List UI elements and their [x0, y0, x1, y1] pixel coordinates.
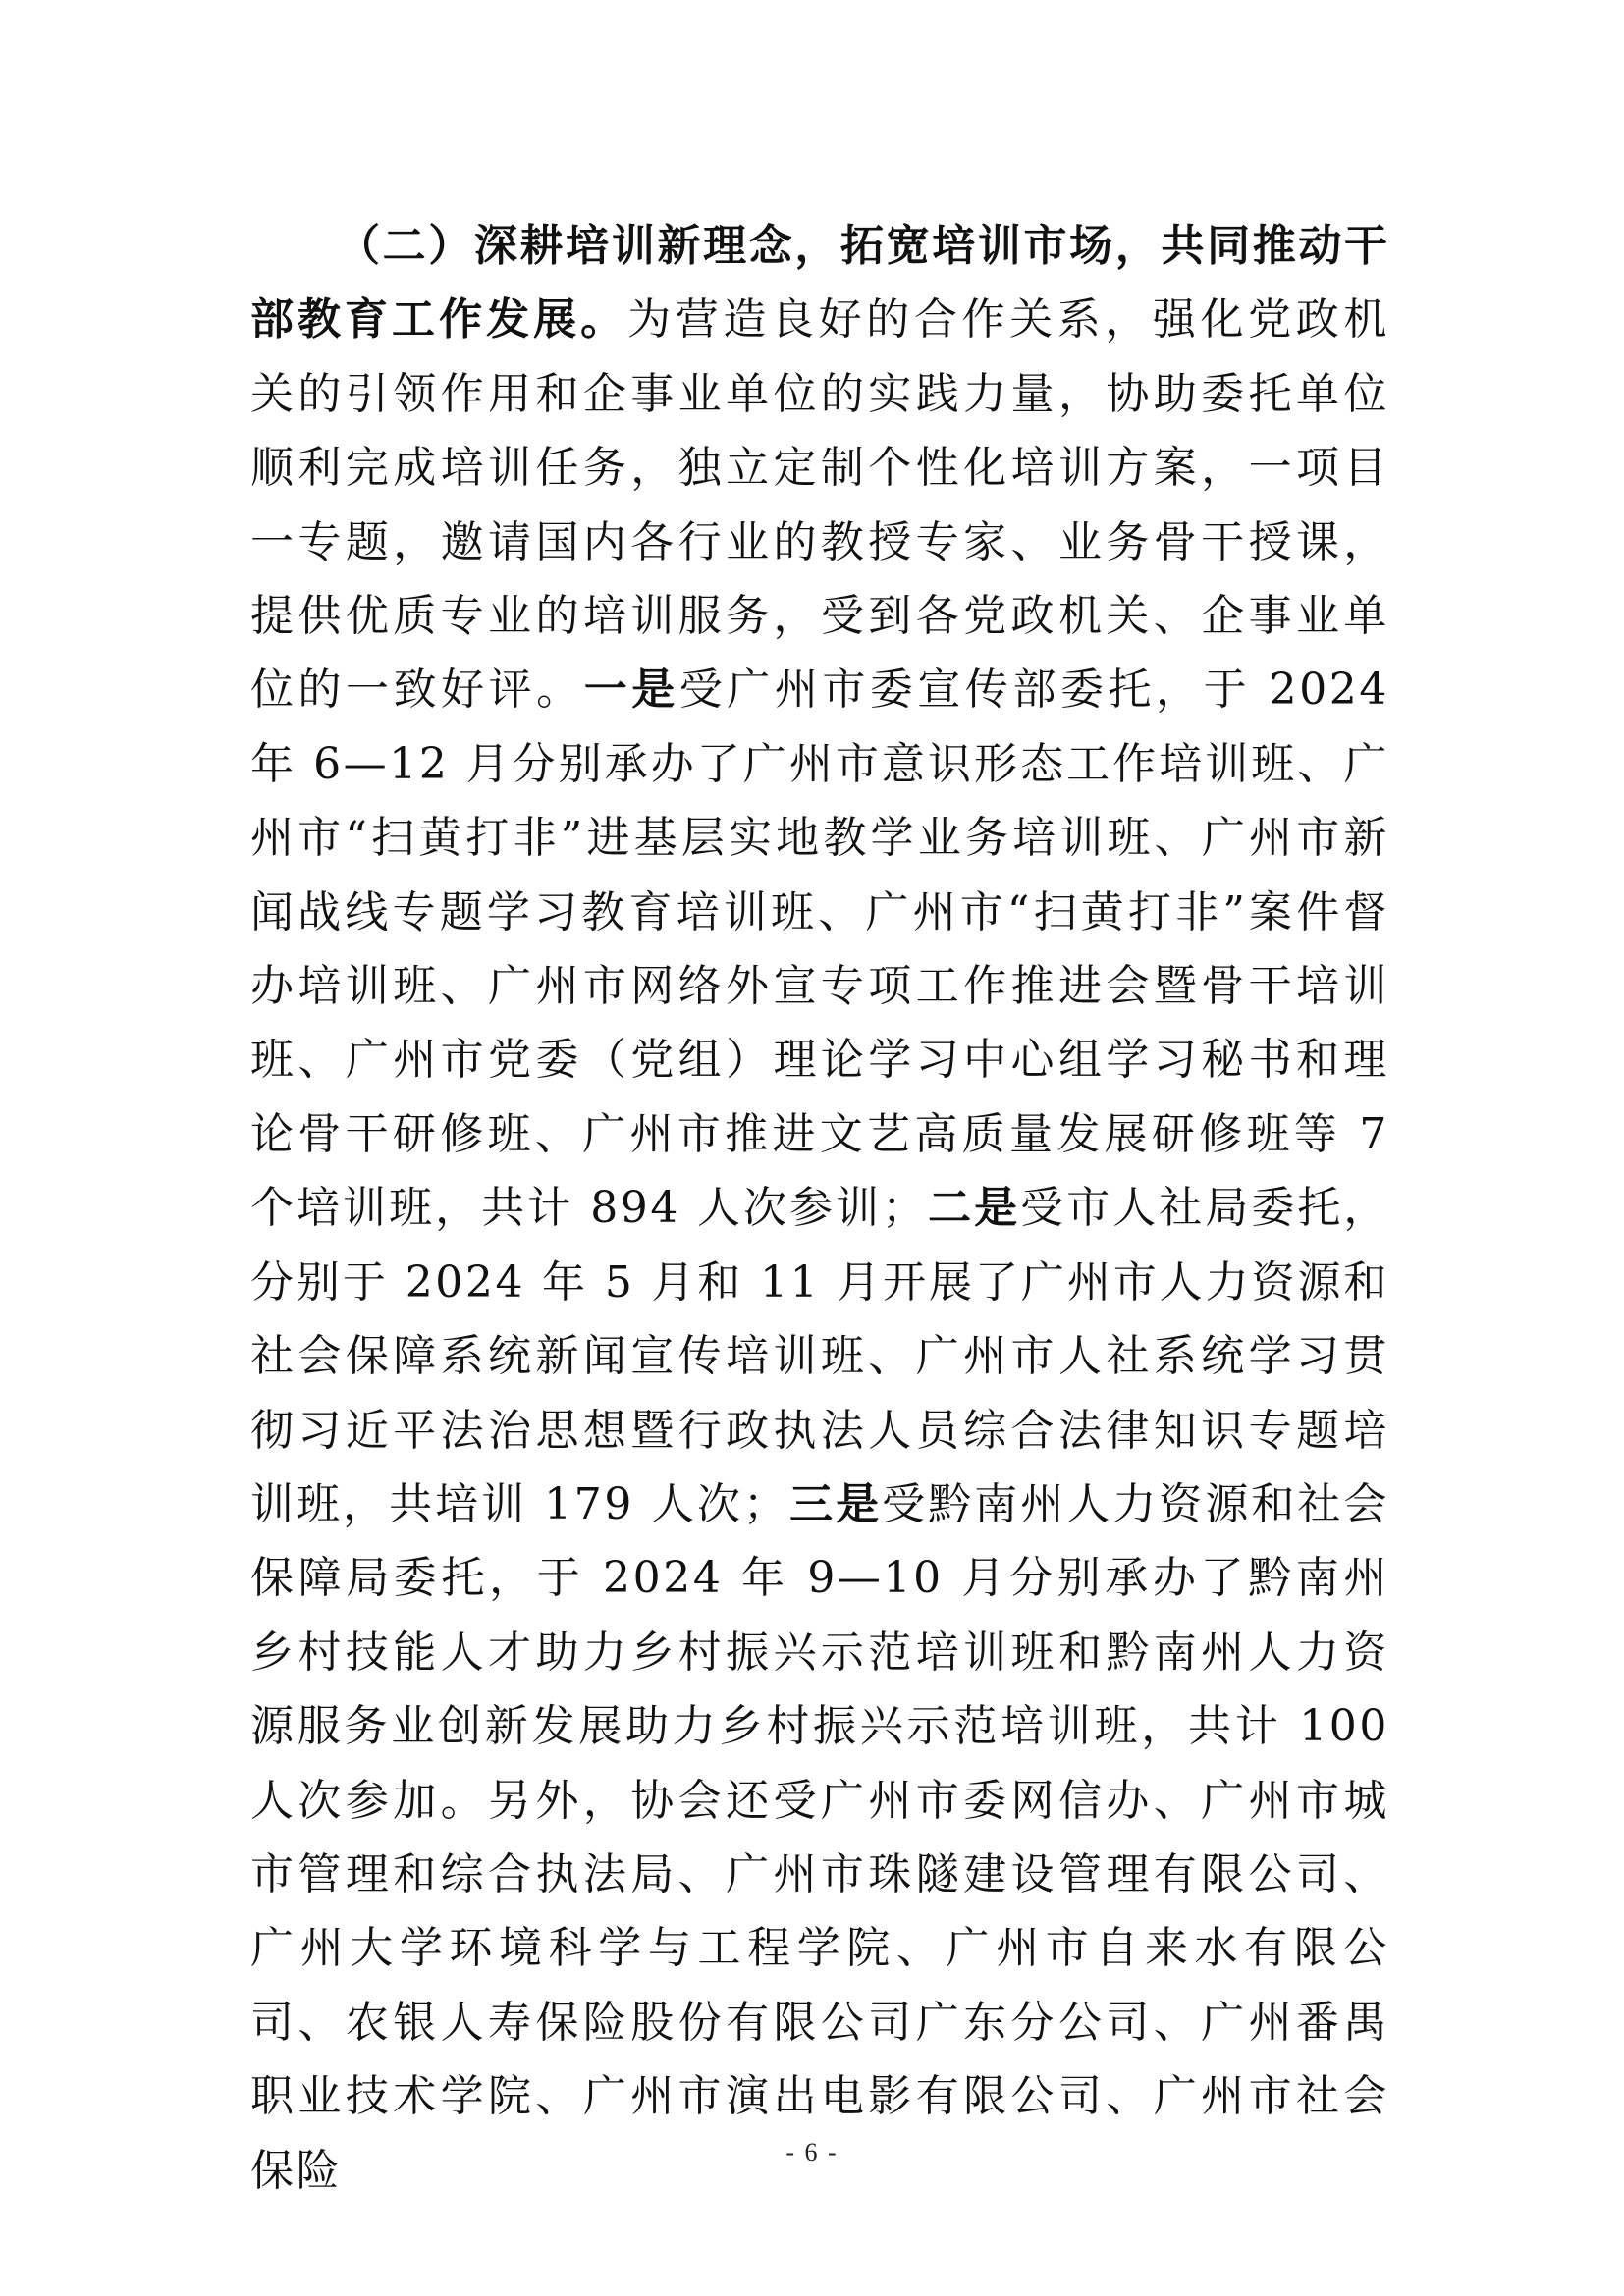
section-heading: （二）深耕培训新理念，拓宽培训市场，共同推动干部教育工作发展。	[250, 221, 1389, 346]
paragraph	[250, 209, 1389, 2208]
item-text-1: 受广州市委宣传部委托，于 2024 年 6—12 月分别承办了广州市意识形态工作培训班、广州市“扫黄打非”进基层实地教学业务培训班、广州市新闻战线专题学习教育培训班、广州市“扫黄打非”案件督办培训班、广州市网络外宣专项工作推进会暨骨干培训班、广州市党委（党组）理论学习中心组学习秘书和理论骨干研修班、广州市推进文艺高质量发展研修班等 7 个培训班，共计 894 人次参训；	[250, 665, 1389, 1234]
page-number: - 6 -	[785, 2138, 839, 2166]
item-text-3: 受黔南州人力资源和社会保障局委托，于 2024 年 9—10 月分别承办了黔南州乡村技能人才助力乡村振兴示范培训班和黔南州人力资源服务业创新发展助力乡村振兴示范培训班，共计 100 人次参加。	[250, 1478, 1389, 1826]
intro-text: 为营造良好的合作关系，强化党政机关的引领作用和企事业单位的实践力量，协助委托单位顺利完成培训任务，独立定制个性化培训方案，一项目一专题，邀请国内各行业的教授专家、业务骨干授课，提供优质专业的培训服务，受到各党政机关、企事业单位的一致好评。	[250, 294, 1389, 716]
item-lead-3: 三是	[788, 1478, 883, 1529]
item-text-2: 受市人社局委托，分别于 2024 年 5 月和 11 月开展了广州市人力资源和社会保障系统新闻宣传培训班、广州市人社系统学习贯彻习近平法治思想暨行政执法人员综合法律知识专题培训班，共培训 179 人次；	[250, 1183, 1389, 1529]
document-body	[250, 209, 1389, 2208]
item-lead-2: 二是	[927, 1183, 1021, 1234]
item-lead-1: 一是	[583, 665, 679, 716]
closing-text: 另外，协会还受广州市委网信办、广州市城市管理和综合执法局、广州市珠隧建设管理有限公司、广州大学环境科学与工程学院、广州市自来水有限公司、农银人寿保险股份有限公司广东分公司、广州番禺职业技术学院、广州市演出电影有限公司、广州市社会保险	[250, 1775, 1389, 2196]
